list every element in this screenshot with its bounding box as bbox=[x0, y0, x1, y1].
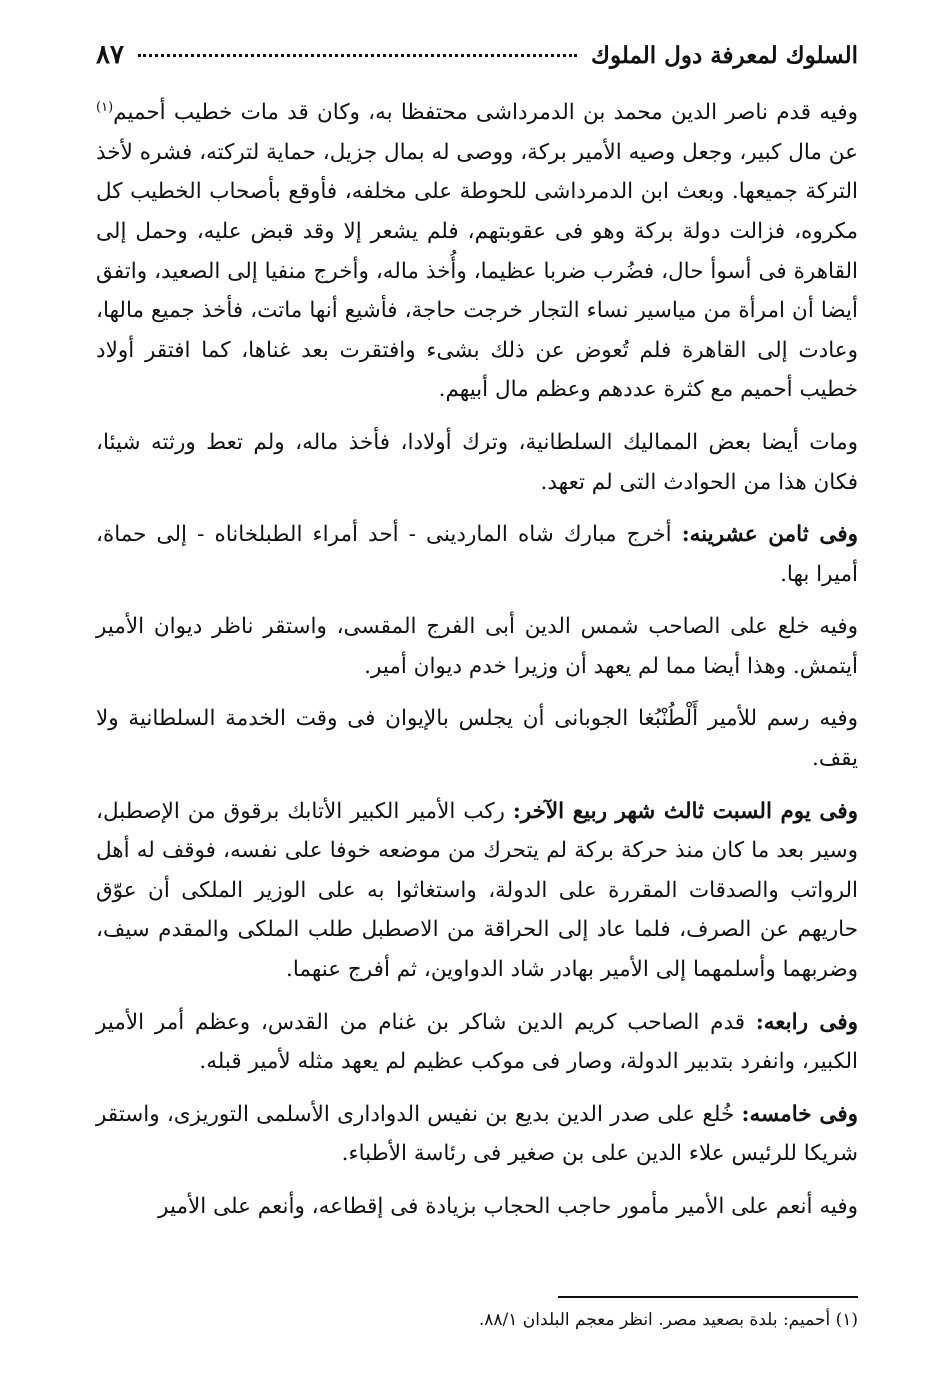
leader-dots bbox=[138, 54, 577, 57]
paragraph bbox=[96, 792, 858, 990]
paragraph bbox=[96, 88, 858, 410]
running-header bbox=[96, 40, 858, 88]
paragraph-text: وفيه قدم ناصر الدين محمد بن الدمرداشى محتفظا به، وكان قد مات خطيب أحميم bbox=[113, 100, 858, 126]
paragraph-text: ركب الأمير الكبير الأتابك برقوق من الإصطبل، وسير بعد ما كان منذ حركة بركة لم يتحرك من موضعه خوفا على نفسه، فوقف له أهل الرواتب والصدقات المقررة على الدولة، واستغاثوا به على الوزير الملكى أن عوّق حاريهم عن الصرف، فلما عاد إلى الحراقة من الاصطبل طلب الملكى والمقدم سيف، وضربهما وأسلمهما إلى الأمير بهادر شاد الدواوين، ثم أفرج عنهما. bbox=[96, 798, 858, 983]
date-heading: وفى خامسه: bbox=[741, 1101, 858, 1127]
paragraph bbox=[96, 423, 858, 502]
date-heading: وفى رابعه: bbox=[755, 1009, 858, 1035]
paragraph bbox=[96, 515, 858, 594]
date-heading: وفى ثامن عشرينه: bbox=[681, 522, 858, 548]
paragraph-text: عن مال كبير، وجعل وصيه الأمير بركة، ووصى له بمال جزيل، حماية لتركته، فشره لأخذ التركة جميعها. وبعث ابن الدمرداشى للحوطة على مخلفه، فأوقع بأصحاب الخطيب كل مكروه، فزالت دولة بركة وهو فى عقوبتهم، فلم يشعر إلا وقد قبض عليه، وحمل إلى القاهرة فى أسوأ حال، فضُرب ضربا عظيما، وأُخذ ماله، وأخرج منفيا إلى الصعيد، واتفق أيضا أن امرأة من مياسير نساء التجار خرجت حاجة، فأشيع أنها ماتت، فأخذ جميع مالها، وعادت إلى القاهرة فلم تُعوض عن ذلك بشىء وافتقرت بعد غناها، كما افتقر أولاد خطيب أحميم مع كثرة عددهم وعظم مال أبيهم. bbox=[96, 139, 858, 403]
footnote-separator bbox=[558, 1296, 858, 1298]
paragraph-text: ومات أيضا بعض المماليك السلطانية، وترك أولادا، فأخذ ماله، ولم تعط ورثته شيئا، فكان هذا من الحوادث التى لم تعهد. bbox=[96, 429, 858, 495]
date-heading: وفى يوم السبت ثالث شهر ربيع الآخر: bbox=[512, 798, 858, 824]
paragraph-text: قدم الصاحب كريم الدين شاكر بن غنام من القدس، وعظم أمر الأمير الكبير، وانفرد بتدبير الدولة، وصار فى موكب عظيم لم يعهد مثله لأمير قبله. bbox=[96, 1009, 858, 1075]
paragraph bbox=[96, 1187, 858, 1227]
paragraph-text: وفيه أنعم على الأمير مأمور حاجب الحجاب بزيادة فى إقطاعه، وأنعم على الأمير bbox=[158, 1194, 858, 1219]
paragraph-text: خُلع على صدر الدين بديع بن نفيس الدوادارى الأسلمى التوريزى، واستقر شريكا للرئيس علاء الدين على بن صغير فى رئاسة الأطباء. bbox=[96, 1101, 858, 1167]
paragraph bbox=[96, 1003, 858, 1082]
footnote: (١) أحميم: بلدة بصعيد مصر. انظر معجم البلدان ٨٨/١. bbox=[478, 1310, 858, 1330]
paragraph-text: وفيه رسم للأمير أَلْطُنْبُغا الجوبانى أن يجلس بالإيوان فى وقت الخدمة السلطانية ولا يقف. bbox=[96, 706, 858, 772]
page-number: ٨٧ bbox=[96, 40, 124, 70]
running-title: السلوك لمعرفة دول الملوك bbox=[590, 42, 858, 69]
footnote-ref: (١) bbox=[96, 100, 114, 115]
paragraph-text: أخرج مبارك شاه الماردينى - أحد أمراء الطبلخاناه - إلى حماة، أميرا بها. bbox=[96, 522, 858, 587]
paragraph bbox=[96, 699, 858, 778]
paragraph-text: وفيه خلع على الصاحب شمس الدين أبى الفرج المقسى، واستقر ناظر ديوان الأمير أيتمش. وهذا أيضا مما لم يعهد أن وزيرا خدم ديوان أمير. bbox=[96, 614, 858, 679]
paragraph bbox=[96, 607, 858, 686]
paragraph bbox=[96, 1095, 858, 1174]
body-text bbox=[96, 88, 858, 1227]
